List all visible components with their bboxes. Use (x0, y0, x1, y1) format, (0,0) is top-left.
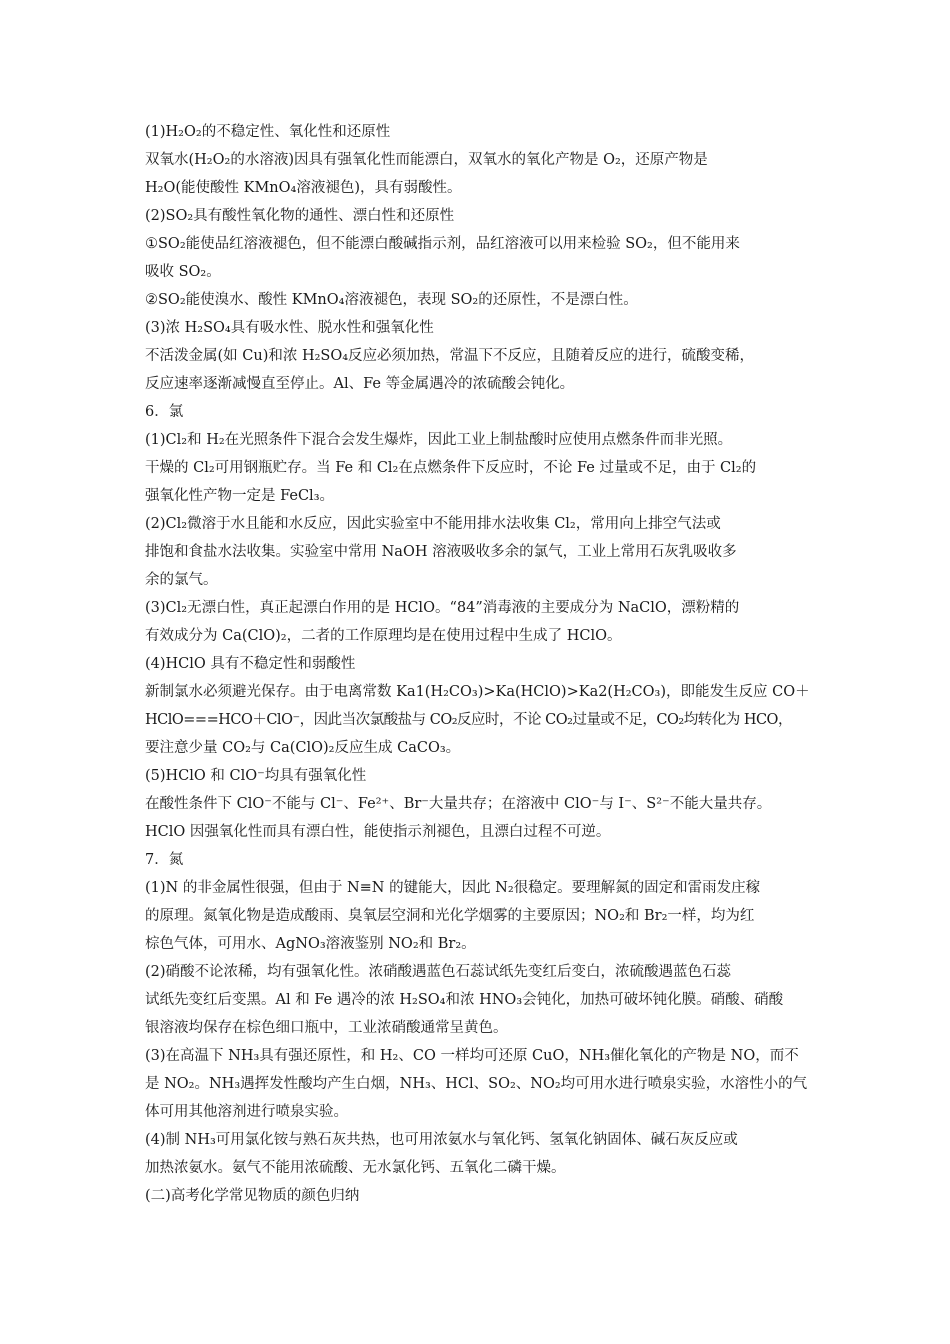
text-line: 双氧水(H₂O₂的水溶液)因具有强氧化性而能漂白，双氧水的氧化产物是 O₂，还原产物是 (145, 152, 708, 168)
text-line: 银溶液均保存在棕色细口瓶中，工业浓硝酸通常呈黄色。 (145, 1020, 508, 1036)
text-line: 棕色气体，可用水、AgNO₃溶液鉴别 NO₂和 Br₂。 (145, 936, 476, 952)
text-line: 试纸先变红后变黑。Al 和 Fe 遇冷的浓 H₂SO₄和浓 HNO₃会钝化，加热可破坏钝化膜。硝酸、硝酸 (145, 992, 784, 1008)
text-line: (3)Cl₂无漂白性，真正起漂白作用的是 HClO。“84”消毒液的主要成分为 NaClO，漂粉精的 (145, 600, 740, 616)
text-line: (3)浓 H₂SO₄具有吸水性、脱水性和强氧化性 (145, 320, 434, 336)
text-line: 加热浓氨水。氨气不能用浓硫酸、无水氯化钙、五氧化二磷干燥。 (145, 1160, 566, 1176)
text-line: (1)N 的非金属性很强，但由于 N≡N 的键能大，因此 N₂很稳定。要理解氮的固定和雷雨发庄稼 (145, 880, 761, 896)
text-line: 干燥的 Cl₂可用钢瓶贮存。当 Fe 和 Cl₂在点燃条件下反应时，不论 Fe 过量或不足，由于 Cl₂的 (145, 460, 757, 476)
section-heading: 6．氯 (145, 404, 184, 420)
document-body (145, 118, 813, 1210)
section-heading: (二)高考化学常见物质的颜色归纳 (145, 1188, 360, 1204)
text-line: 要注意少量 CO₂与 Ca(ClO)₂反应生成 CaCO₃。 (145, 740, 461, 756)
text-line: 在酸性条件下 ClO⁻不能与 Cl⁻、Fe²⁺、Br⁻大量共存；在溶液中 ClO⁻与 I⁻、S²⁻不能大量共存。 (145, 796, 772, 812)
text-line: (4)制 NH₃可用氯化铵与熟石灰共热，也可用浓氨水与氧化钙、氢氧化钠固体、碱石灰反应或 (145, 1132, 738, 1148)
text-line: (1)Cl₂和 H₂在光照条件下混合会发生爆炸，因此工业上制盐酸时应使用点燃条件而非光照。 (145, 432, 733, 448)
text-line: 吸收 SO₂。 (145, 264, 221, 280)
text-line: 排饱和食盐水法收集。实验室中常用 NaOH 溶液吸收多余的氯气，工业上常用石灰乳吸收多 (145, 544, 737, 560)
section-heading: 7．氮 (145, 852, 184, 868)
text-line: ①SO₂能使品红溶液褪色，但不能漂白酸碱指示剂，品红溶液可以用来检验 SO₂，但不能用来 (145, 236, 740, 252)
text-line: (4)HClO 具有不稳定性和弱酸性 (145, 656, 356, 672)
text-line: (5)HClO 和 ClO⁻均具有强氧化性 (145, 768, 367, 784)
text-line: (2)Cl₂微溶于水且能和水反应，因此实验室中不能用排水法收集 Cl₂，常用向上排空气法或 (145, 516, 721, 532)
text-line: (2)硝酸不论浓稀，均有强氧化性。浓硝酸遇蓝色石蕊试纸先变红后变白，浓硫酸遇蓝色石蕊 (145, 964, 732, 980)
text-line: HClO===HCO＋ClO⁻，因此当次氯酸盐与 CO₂反应时，不论 CO₂过量或不足，CO₂均转化为 HCO， (145, 712, 792, 728)
text-line: HClO 因强氧化性而具有漂白性，能使指示剂褪色，且漂白过程不可逆。 (145, 824, 611, 840)
text-line: 的原理。氮氧化物是造成酸雨、臭氧层空洞和光化学烟雾的主要原因；NO₂和 Br₂一样，均为红 (145, 908, 755, 924)
text-line: 新制氯水必须避光保存。由于电离常数 Ka1(H₂CO₃)>Ka(HClO)>Ka2(H₂CO₃)，即能发生反应 CO＋ (145, 684, 810, 700)
text-line: (2)SO₂具有酸性氧化物的通性、漂白性和还原性 (145, 208, 455, 224)
text-line: 是 NO₂。NH₃遇挥发性酸均产生白烟，NH₃、HCl、SO₂、NO₂均可用水进行喷泉实验，水溶性小的气 (145, 1076, 808, 1092)
text-line: 反应速率逐渐减慢直至停止。Al、Fe 等金属遇冷的浓硫酸会钝化。 (145, 376, 575, 392)
text-line: 强氧化性产物一定是 FeCl₃。 (145, 488, 335, 504)
text-line: 有效成分为 Ca(ClO)₂，二者的工作原理均是在使用过程中生成了 HClO。 (145, 628, 622, 644)
text-line: 体可用其他溶剂进行喷泉实验。 (145, 1104, 348, 1120)
text-line: (1)H₂O₂的不稳定性、氧化性和还原性 (145, 124, 391, 140)
text-line: H₂O(能使酸性 KMnO₄溶液褪色)，具有弱酸性。 (145, 180, 462, 196)
text-line: 不活泼金属(如 Cu)和浓 H₂SO₄反应必须加热，常温下不反应，且随着反应的进行，硫酸变稀， (145, 348, 755, 364)
text-line: (3)在高温下 NH₃具有强还原性，和 H₂、CO 一样均可还原 CuO，NH₃催化氧化的产物是 NO，而不 (145, 1048, 799, 1064)
text-line: ②SO₂能使溴水、酸性 KMnO₄溶液褪色，表现 SO₂的还原性，不是漂白性。 (145, 292, 638, 308)
text-line: 余的氯气。 (145, 572, 218, 588)
